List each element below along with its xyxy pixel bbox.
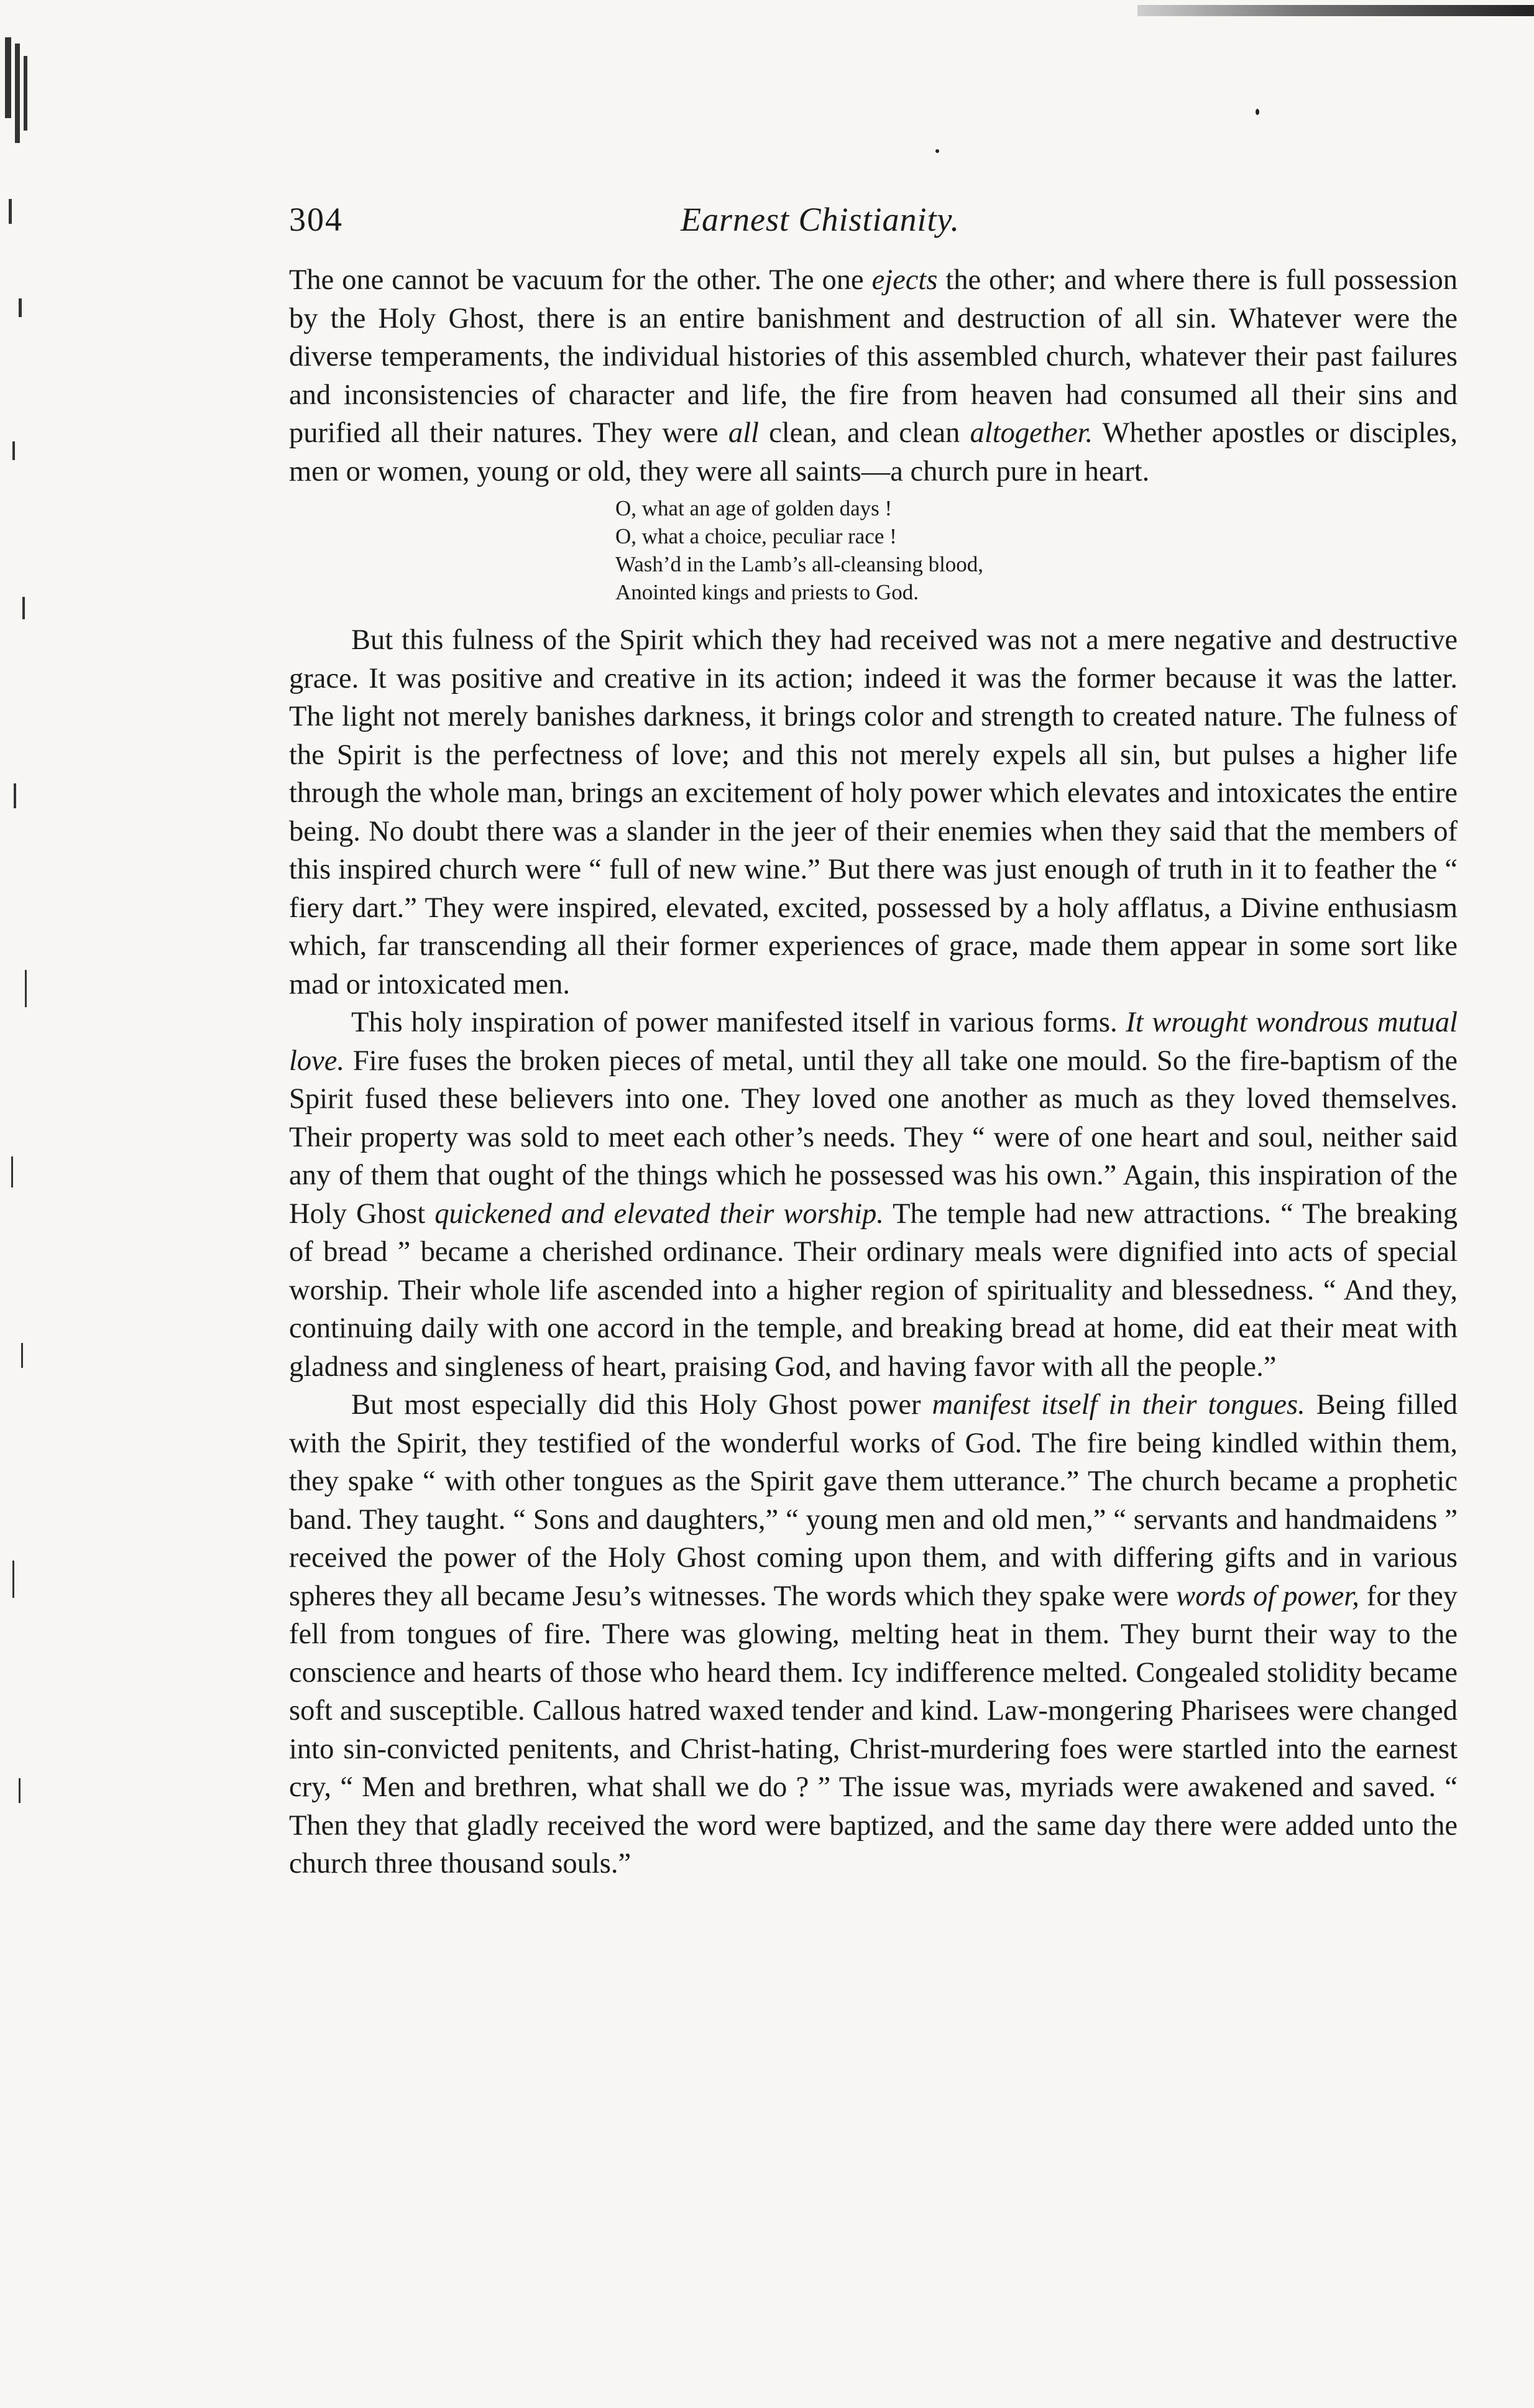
text-run: This holy inspiration of power manifested itself in various forms.	[351, 1007, 1126, 1038]
verse-quotation	[615, 494, 1458, 606]
running-title: Earnest Chistianity.	[681, 201, 960, 238]
paragraph	[289, 261, 1458, 491]
verse-line: Wash’d in the Lamb’s all-cleansing blood,	[615, 552, 984, 576]
binding-mark	[19, 1778, 21, 1803]
top-edge-rule	[1137, 5, 1534, 16]
verse-line: O, what an age of golden days !	[615, 496, 893, 520]
page-header	[289, 187, 1458, 261]
italic-text: quickened and elevated their worship.	[434, 1197, 884, 1230]
text-run: But most especially did this Holy Ghost power	[351, 1389, 932, 1421]
text-run: But this fulness of the Spirit which they had received was not a mere negative and destructive grace. It was positive and creative in its action; indeed it was the former because it was the latter. The light not merely banishes darkness, it brings color and strength to created nature. The fulness of the Spirit is the perfectness of love; and this not merely expels all sin, but pulses a higher life through the whole man, brings an excitement of holy power which elevates and intoxicates the entire being. No doubt there was a slander in the jeer of their enemies when they said that the members of this inspired church were “ full of new wine.” But there was just enough of truth in it to feather the “ fiery dart.” They were inspired, elevated, excited, possessed by a holy afflatus, a Divine enthusiasm which, far transcending all their former experiences of grace, made them appear in some sort like mad or intoxicated men.	[289, 624, 1458, 1000]
text-run: The one cannot be vacuum for the other. The one	[289, 264, 872, 296]
italic-text: all	[728, 417, 759, 449]
verse-line: Anointed kings and priests to God.	[615, 580, 919, 604]
binding-mark	[19, 298, 22, 317]
binding-margin	[0, 37, 68, 1903]
binding-mark	[5, 37, 11, 118]
italic-text: ejects	[871, 264, 938, 296]
binding-mark	[9, 199, 12, 224]
text-run: for they fell from tongues of fire. There was glowing, melting heat in them. They burnt their way to the conscience and hearts of those who heard them. Icy indifference melted. Congealed stolidity became soft and susceptible. Callous hatred waxed tender and kind. Law-mongering Pharisees were changed into sin-convicted penitents, and Christ-hating, Christ-murdering foes were startled into the earnest cry, “ Men and brethren, what shall we do ? ” The issue was, myriads were awakened and saved. “ Then they that gladly received the word were baptized, and the same day there were added unto the church three thousand souls.”	[289, 1580, 1458, 1880]
text-run: clean, and clean	[758, 417, 970, 449]
paragraph	[289, 1386, 1458, 1883]
binding-mark	[14, 783, 16, 808]
ink-speck	[1256, 109, 1259, 115]
verse-line: O, what a choice, peculiar race !	[615, 524, 897, 548]
text-run: Fire fuses the broken pieces of metal, until they all take one mould. So the fire-baptism of the Spirit fused these believers into one. They loved one another as much as they loved themselves. Their property was sold to meet each other’s needs. They “ were of one heart and soul, neither said any of them that ought of the things which he possessed was his own.” Again, this inspiration of the Holy Ghost	[289, 1045, 1458, 1230]
italic-text: altogether.	[970, 417, 1093, 449]
italic-text: words of power,	[1176, 1580, 1359, 1612]
binding-mark	[22, 597, 25, 619]
binding-mark	[11, 1156, 13, 1188]
binding-mark	[15, 44, 20, 143]
binding-mark	[25, 970, 27, 1007]
italic-text: It wrought wondrous mutual love.	[289, 1007, 1458, 1077]
binding-mark	[24, 56, 27, 131]
ink-speck	[935, 149, 939, 153]
paragraph	[289, 1003, 1458, 1386]
text-run: the other; and where there is full possession by the Holy Ghost, there is an entire banishment and destruction of all sin. Whatever were the diverse temperaments, the individual histories of this assembled church, whatever their past failures and inconsistencies of character and life, the fire from heaven had consumed all their sins and purified all their natures. They were	[289, 264, 1458, 449]
text-run: The temple had new attractions. “ The breaking of bread ” became a cherished ordinance. Their ordinary meals were dignified into acts of special worship. Their whole life ascended into a higher region of spirituality and blessedness. “ And they, continuing daily with one accord in the temple, and breaking bread at home, did eat their meat with gladness and singleness of heart, praising God, and having favor with all the people.”	[289, 1197, 1458, 1383]
book-page	[289, 187, 1458, 1883]
page-number: 304	[289, 201, 343, 238]
binding-mark	[12, 441, 15, 460]
paragraph	[289, 621, 1458, 1003]
text-run: Whether apostles or disciples, men or women, young or old, they were all saints—a church pure in heart.	[289, 417, 1458, 487]
binding-mark	[12, 1561, 14, 1598]
binding-mark	[21, 1343, 23, 1368]
italic-text: manifest itself in their tongues.	[932, 1389, 1305, 1421]
text-run: Being filled with the Spirit, they testified of the wonderful works of God. The fire being kindled within them, they spake “ with other tongues as the Spirit gave them utterance.” The church became a prophetic band. They taught. “ Sons and daughters,” “ young men and old men,” “ servants and handmaidens ” received the power of the Holy Ghost coming upon them, and with differing gifts and in various spheres they all became Jesu’s witnesses. The words which they spake were	[289, 1389, 1458, 1612]
